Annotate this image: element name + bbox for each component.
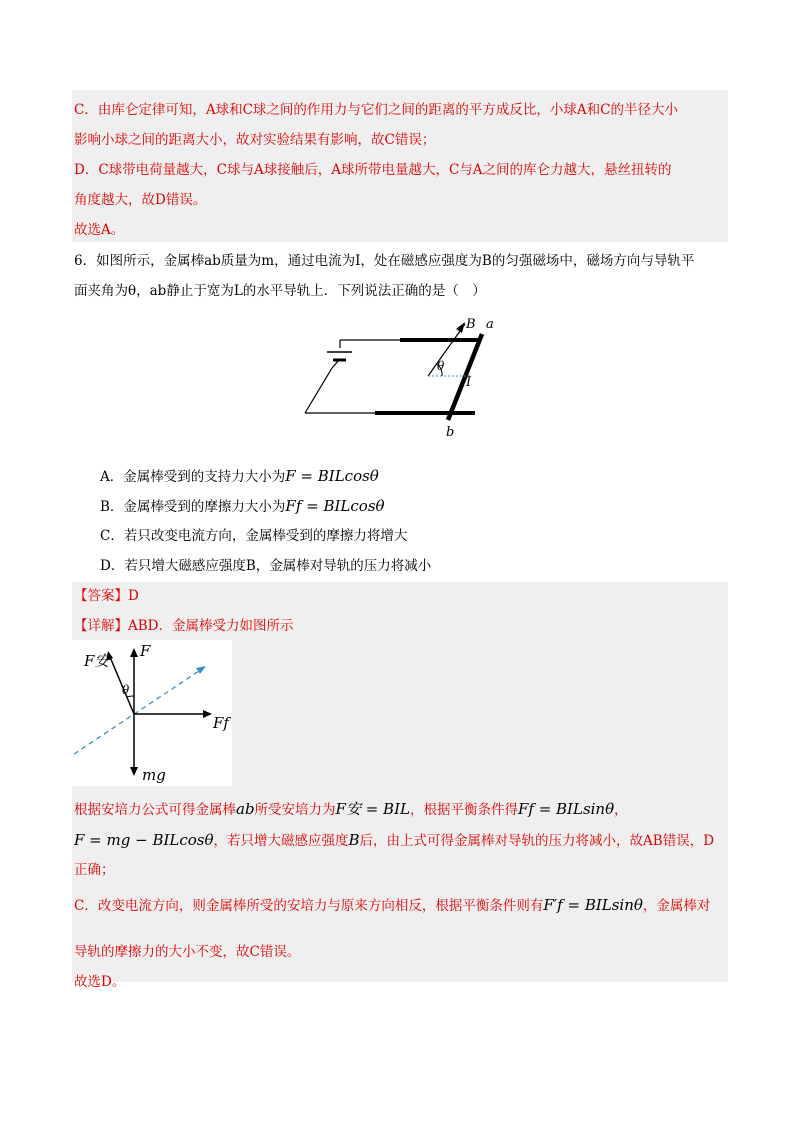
prev-analysis-c-line2: 影响小球之间的距离大小，故对实验结果有影响，故C错误；: [74, 132, 436, 148]
detail-line: [74, 616, 294, 636]
prev-analysis-d-line2: 角度越大，故D错误。: [74, 192, 207, 208]
label-a: a: [486, 317, 494, 332]
answer-value: D: [128, 588, 139, 604]
detail-text: ABD．金属棒受力如图所示: [128, 618, 294, 634]
solution-l2-b: 后，由上式可得金属棒对导轨的压力将减小，故AB错误，D: [359, 833, 715, 849]
label-f-an: F安: [84, 652, 110, 670]
b-direction-line: [74, 669, 202, 754]
option-a-text: A．金属棒受到的支持力大小为: [100, 469, 286, 485]
solution-line6: 故选D。: [74, 974, 126, 990]
solution-l2-f: F = mg − BILcosθ: [74, 831, 214, 849]
solution-l2-a: ，若只增大磁感应强度: [213, 833, 349, 849]
solution-l2-b-symbol: B: [348, 831, 360, 849]
b-field-arrow: [428, 324, 465, 376]
option-b-text: B．金属棒受到的摩擦力大小为: [100, 499, 286, 515]
solution-l1-d: ，: [614, 802, 628, 818]
solution-l4-b: ，金属棒对: [642, 898, 711, 914]
option-d-text: D．若只增大磁感应强度B，金属棒对导轨的压力将减小: [100, 558, 432, 574]
option-c[interactable]: [100, 526, 407, 546]
solution-l4-f: F′f = BILsinθ: [543, 896, 643, 914]
rod-ab: [448, 334, 482, 420]
force-diagram: [72, 640, 232, 786]
question-line2: 面夹角为θ，ab静止于宽为L的水平导轨上．下列说法正确的是（ ）: [74, 283, 486, 299]
solution-line1: [74, 799, 628, 820]
detail-label: 【详解】: [74, 618, 128, 634]
option-b[interactable]: [100, 496, 385, 517]
answer-line: [74, 586, 139, 606]
solution-line4: [74, 895, 710, 916]
label-theta: θ: [437, 359, 445, 373]
solution-l1-b: 所受安培力为: [254, 802, 336, 818]
label-B: B: [466, 317, 476, 332]
solution-l4-a: C．改变电流方向，则金属棒所受的安培力与原来方向相反，根据平衡条件则有: [74, 898, 544, 914]
solution-l1-f1: F安 = BIL: [335, 800, 410, 818]
option-c-text: C．若只改变电流方向，金属棒受到的摩擦力将增大: [100, 528, 408, 544]
solution-l1-f2: Ff = BILsinθ: [517, 800, 615, 818]
prev-analysis-c-line1: C．由库仑定律可知，A球和C球之间的作用力与它们之间的距离的平方成反比，小球A和C的半径大小: [74, 102, 678, 118]
label-theta-force: θ: [122, 683, 130, 697]
solution-line5: 导轨的摩擦力的大小不变，故C错误。: [74, 944, 301, 960]
question-line1: 6．如图所示，金属棒ab质量为m，通过电流为I，处在磁感应强度为B的匀强磁场中，磁场方向与导轨平: [74, 253, 695, 269]
option-d[interactable]: [100, 556, 431, 576]
solution-line2: [74, 830, 714, 851]
solution-l1-ab: ab: [236, 800, 255, 818]
option-a[interactable]: [100, 466, 379, 487]
label-I: I: [466, 375, 472, 390]
prev-analysis-conclusion: 故选A。: [74, 222, 125, 238]
solution-l1-c: ，根据平衡条件得: [409, 802, 518, 818]
answer-label: 【答案】: [74, 588, 128, 604]
prev-analysis-d-line1: D．C球带电荷量越大，C球与A球接触后，A球所带电量越大，C与A之间的库仑力越大，悬丝扭转的: [74, 162, 672, 178]
option-a-formula: F = BILcosθ: [285, 467, 379, 485]
circuit-figure: [300, 312, 500, 442]
option-b-formula: Ff = BILcosθ: [285, 497, 385, 515]
solution-l1-a: 根据安培力公式可得金属棒: [74, 802, 236, 818]
label-b: b: [446, 425, 455, 440]
label-f: F: [140, 642, 151, 660]
label-ff: Ff: [213, 714, 229, 732]
solution-line3: 正确；: [74, 862, 115, 878]
label-mg: mg: [142, 766, 166, 784]
